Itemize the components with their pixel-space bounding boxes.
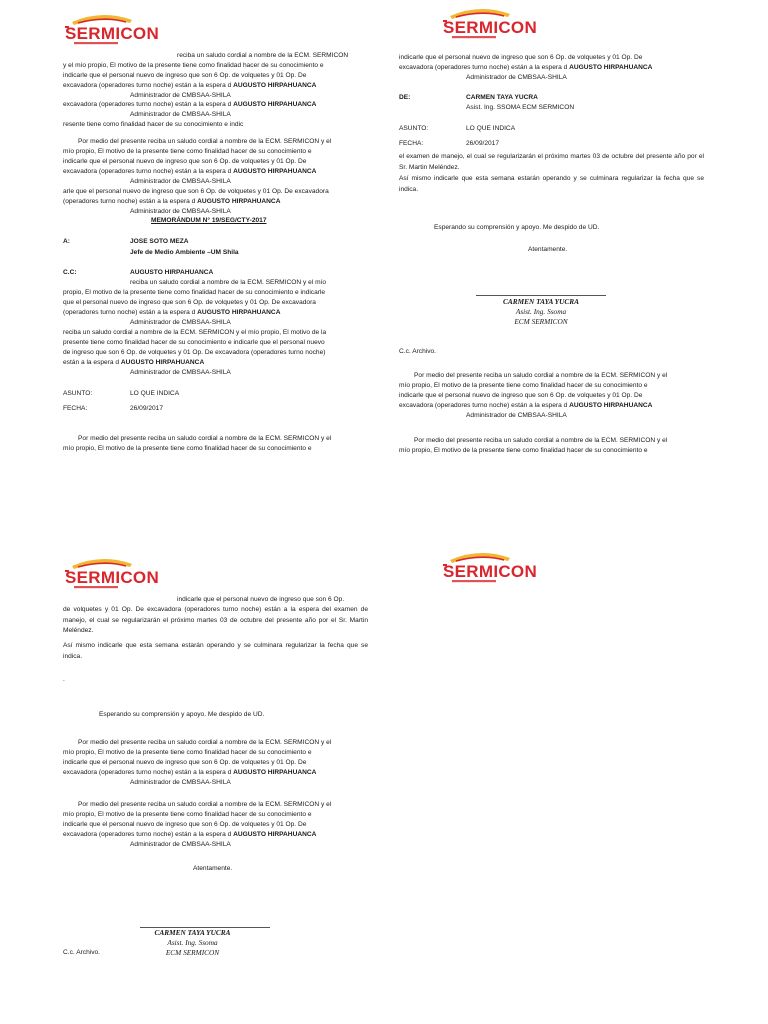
text-line: Por medio del presente reciba un saludo cordial a nombre de la ECM. SERMICON y el [78, 739, 332, 746]
cc-label: C.C: [63, 269, 77, 276]
text-line: Por medio del presente reciba un saludo cordial a nombre de la ECM. SERMICON y el [414, 372, 668, 379]
sermicon-logo [440, 550, 536, 586]
signer-name: CARMEN TAYA YUCRA [503, 297, 579, 306]
admin-line: Administrador de CMBSAA-SHILA [130, 178, 231, 185]
date-label: FECHA: [63, 405, 88, 412]
admin-line: Administrador de CMBSAA-SHILA [130, 319, 231, 326]
text-line: Por medio del presente reciba un saludo cordial a nombre de la ECM. SERMICON y el [78, 801, 332, 808]
admin-line: Administrador de CMBSAA-SHILA [130, 111, 231, 118]
paragraph: Así mismo indicarle que esta semana estarán operando y se culminara regularizar la fecha que se indica. [63, 642, 368, 660]
text-line: indicarle que el personal nuevo de ingreso que son 6 Op. [177, 596, 345, 603]
dot: . [63, 676, 65, 683]
paragraph: Así mismo indicarle que esta semana estarán operando y se culminara regularizar la fecha que se indica. [399, 175, 704, 193]
text-line: resente tiene como finalidad hacer de su conocimiento e indic [63, 121, 244, 128]
subject-label: ASUNTO: [63, 390, 93, 397]
admin-line: Administrador de CMBSAA-SHILA [130, 92, 231, 99]
from-label: DE: [399, 94, 411, 101]
cc-archive: C.c. Archivo. [63, 949, 101, 956]
signer-org: ECM SERMICON [165, 948, 220, 957]
text-line: mío propio, El motivo de la presente tiene como finalidad hacer de su conocimiento e [399, 447, 648, 454]
signature-line [476, 295, 606, 296]
text-line: y el mío propio, El motivo de la presente tiene como finalidad hacer de su conocimiento e [63, 62, 324, 69]
page-3 [0, 512, 384, 1024]
text-line: excavadora (operadores turno noche) están a la espera d AUGUSTO HIRPAHUANCA [399, 64, 653, 71]
text-line: reciba un saludo cordial a nombre de la ECM. SERMICON [177, 52, 349, 59]
paragraph: de volquetes y 01 Op. De excavadora (operadores turno noche) están a la espera del examen de manejo, el cual se regularizarán el próximo martes 03 de octubre del presente año por el Sr. Martin Meléndez. [63, 606, 368, 634]
text-line: excavadora (operadores turno noche) están a la espera d AUGUSTO HIRPAHUANCA [63, 769, 317, 776]
text-line: reciba un saludo cordial a nombre de la ECM. SERMICON y el mío [130, 279, 327, 286]
text-line: Por medio del presente reciba un saludo cordial a nombre de la ECM. SERMICON y el [78, 435, 332, 442]
text-line: de ingreso que son 6 Op. de volquetes y 01 Op. De excavadora (operadores turno noche) [63, 349, 326, 356]
text-line: indicarle que el personal nuevo de ingreso que son 6 Op. de volquetes y 01 Op. De [63, 72, 307, 79]
admin-line: Administrador de CMBSAA-SHILA [466, 412, 567, 419]
from-name: CARMEN TAYA YUCRA [466, 94, 538, 101]
cc-archive: C.c. Archivo. [399, 348, 437, 355]
text-line: presente tiene como finalidad hacer de su conocimiento e indicarle que el personal nuevo [63, 339, 325, 346]
subject-value: LO QUE INDICA [130, 390, 180, 397]
paragraph: el examen de manejo, el cual se regularizarán el próximo martes 03 de octubre del presente año por el Sr. Martin Meléndez. [399, 153, 704, 171]
closing-text: Esperando su comprensión y apoyo. Me despido de UD. [434, 224, 600, 231]
page-2 [384, 0, 768, 512]
text-line: excavadora (operadores turno noche) están a la espera d AUGUSTO HIRPAHUANCA [63, 168, 317, 175]
text-line: Por medio del presente reciba un saludo cordial a nombre de la ECM. SERMICON y el [78, 138, 332, 145]
signer-name: CARMEN TAYA YUCRA [154, 928, 231, 937]
memo-title: MEMORÁNDUM N° 19/SEG/CTY-2017 [151, 217, 267, 224]
text-line: excavadora (operadores turno noche) están a la espera d AUGUSTO HIRPAHUANCA [399, 402, 653, 409]
text-line: mío propio, El motivo de la presente tiene como finalidad hacer de su conocimiento e [63, 445, 312, 452]
text-line: indicarle que el personal nuevo de ingreso que son 6 Op. de volquetes y 01 Op. De [399, 54, 643, 61]
sermicon-logo [440, 6, 536, 42]
sermicon-logo [62, 12, 158, 48]
admin-line: Administrador de CMBSAA-SHILA [130, 369, 231, 376]
date-value: 26/09/2017 [130, 405, 164, 412]
text-line: mío propio, El motivo de la presente tiene como finalidad hacer de su conocimiento e [63, 749, 312, 756]
date-value: 26/09/2017 [466, 140, 500, 147]
text-line: propio, El motivo de la presente tiene como finalidad hacer de su conocimiento e indicarle [63, 289, 326, 296]
text-line: Por medio del presente reciba un saludo cordial a nombre de la ECM. SERMICON y el [414, 437, 668, 444]
regards-text: Atentamente. [193, 865, 233, 872]
text-line: (operadores turno noche) están a la espera d AUGUSTO HIRPAHUANCA [63, 309, 281, 316]
to-role: Jefe de Medio Ambiente –UM Shila [130, 249, 239, 256]
signer-role: Asist. Ing. Ssoma [515, 307, 567, 316]
signer-org: ECM SERMICON [514, 317, 568, 326]
text-line: reciba un saludo cordial a nombre de la ECM. SERMICON y el mío propio, El motivo de la [63, 329, 327, 336]
admin-line: Administrador de CMBSAA-SHILA [130, 208, 231, 215]
page-4 [384, 512, 768, 1024]
text-line: indicarle que el personal nuevo de ingreso que son 6 Op. de volquetes y 01 Op. De [63, 158, 307, 165]
subject-label: ASUNTO: [399, 125, 429, 132]
to-label: A: [63, 238, 70, 245]
text-line: mío propio, El motivo de la presente tiene como finalidad hacer de su conocimiento e [63, 811, 312, 818]
date-label: FECHA: [399, 140, 424, 147]
from-role: Asist. Ing. SSOMA ECM SERMICON [466, 104, 575, 111]
to-name: JOSE SOTO MEZA [130, 238, 189, 245]
text-line: excavadora (operadores turno noche) están a la espera d AUGUSTO HIRPAHUANCA [63, 82, 317, 89]
text-line: arle que el personal nuevo de ingreso que son 6 Op. de volquetes y 01 Op. De excavadora [63, 188, 329, 195]
text-line: están a la espera d AUGUSTO HIRPAHUANCA [63, 359, 205, 366]
signer-role: Asist. Ing. Ssoma [167, 938, 218, 947]
subject-value: LO QUE INDICA [466, 125, 516, 132]
text-line: excavadora (operadores turno noche) están a la espera d AUGUSTO HIRPAHUANCA [63, 101, 317, 108]
text-line: que el personal nuevo de ingreso que son 6 Op. de volquetes y 01 Op. De excavadora [63, 299, 316, 306]
admin-line: Administrador de CMBSAA-SHILA [466, 74, 567, 81]
cc-name: AUGUSTO HIRPAHUANCA [130, 269, 214, 276]
text-line: excavadora (operadores turno noche) están a la espera d AUGUSTO HIRPAHUANCA [63, 831, 317, 838]
text-line: (operadores turno noche) están a la espera d AUGUSTO HIRPAHUANCA [63, 198, 281, 205]
text-line: indicarle que el personal nuevo de ingreso que son 6 Op. de volquetes y 01 Op. De [399, 392, 643, 399]
text-line: indicarle que el personal nuevo de ingreso que son 6 Op. de volquetes y 01 Op. De [63, 759, 307, 766]
closing-text: Esperando su comprensión y apoyo. Me despido de UD. [99, 711, 265, 718]
admin-line: Administrador de CMBSAA-SHILA [130, 779, 231, 786]
page-1 [0, 0, 384, 512]
text-line: indicarle que el personal nuevo de ingreso que son 6 Op. de volquetes y 01 Op. De [63, 821, 307, 828]
text-line: mío propio, El motivo de la presente tiene como finalidad hacer de su conocimiento e [63, 148, 312, 155]
admin-line: Administrador de CMBSAA-SHILA [130, 841, 231, 848]
regards-text: Atentamente. [528, 246, 568, 253]
sermicon-logo [62, 556, 158, 592]
text-line: mío propio, El motivo de la presente tiene como finalidad hacer de su conocimiento e [399, 382, 648, 389]
